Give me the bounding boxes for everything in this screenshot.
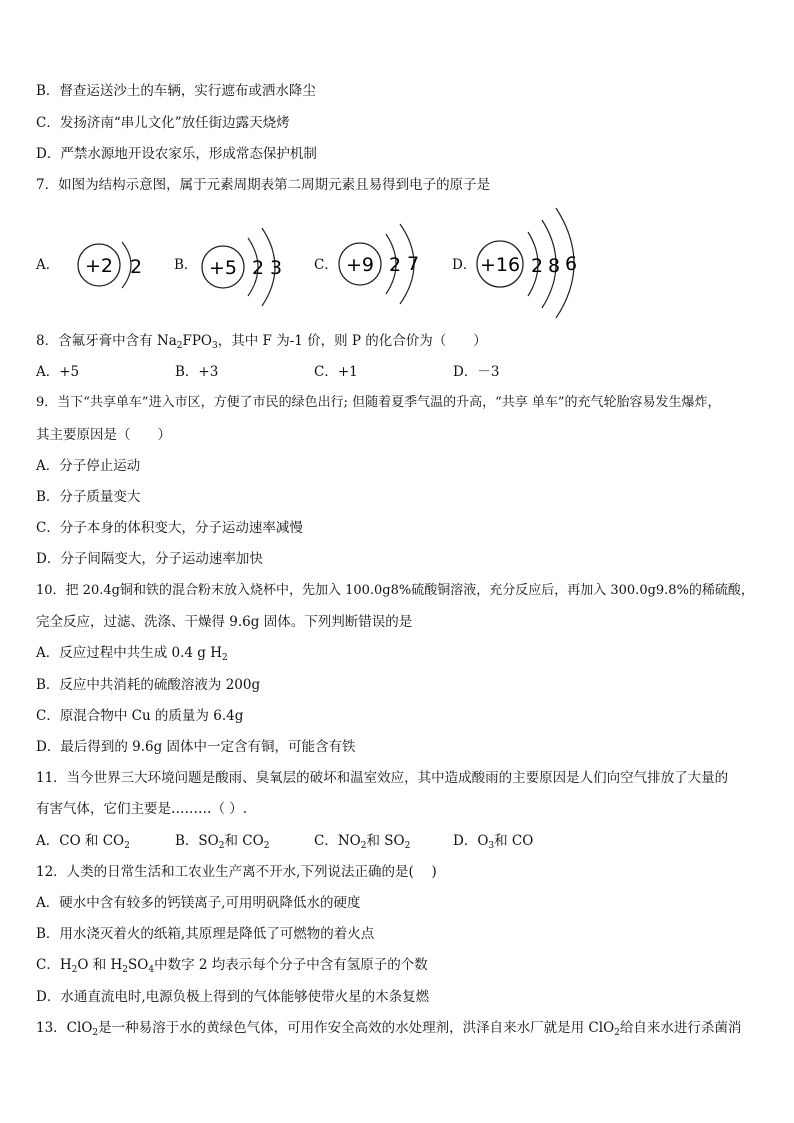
q12-option-a: A．硬水中含有较多的钙镁离子,可用明矾降低水的硬度: [36, 895, 361, 911]
question-11-line-1: 11．当今世界三大环境问题是酸雨、臭氧层的破坏和温室效应，其中造成酸雨的主要原因是人们向空气排放了大量的: [36, 770, 729, 786]
q11-c-sub2: 2: [404, 841, 411, 851]
q9-option-c: C．分子本身的体积变大，分子运动速率减慢: [36, 520, 303, 536]
q8-sub-2: 3: [212, 341, 218, 351]
question-8: [36, 331, 487, 351]
nucleus-charge: +2: [84, 255, 114, 277]
question-12: 12．人类的日常生活和工农业生产离不开水,下列说法正确的是( ): [36, 864, 437, 880]
q6-option-b: B．督查运送沙土的车辆，实行遮布或洒水降尘: [36, 83, 316, 99]
shell-electrons: 2: [129, 256, 143, 278]
q10-option-d: D．最后得到的 9.6g 固体中一定含有铜，可能含有铁: [36, 739, 356, 755]
q9-option-a: A．分子停止运动: [36, 458, 141, 474]
q10-option-a-sub: 2: [222, 653, 228, 663]
q6-option-c: C．发扬济南“串儿文化”放任街边露天烧烤: [36, 115, 290, 131]
atom-d: [477, 208, 577, 318]
question-9-line-1: 9．当下“共享单车”进入市区，方便了市民的绿色出行; 但随着夏季气温的升高，“共享 单车”的充气轮胎容易发生爆炸，: [36, 395, 721, 410]
q11-b-post: 和 CO: [224, 833, 264, 849]
q12-option-c: [36, 955, 428, 975]
nucleus-charge: +5: [208, 257, 238, 279]
shell-electrons: 6: [564, 253, 578, 275]
q12-c-sub-1: 2: [71, 965, 78, 975]
atom-a: [78, 242, 142, 288]
question-10-line-2: 完全反应，过滤、洗涤、干燥得 9.6g 固体。下列判断错误的是: [36, 614, 413, 630]
q8-option-c: C．+1: [314, 364, 358, 380]
q13-text-1: 13．ClO: [36, 1020, 93, 1036]
q11-option-b: [175, 831, 269, 851]
q8-text-3: ，其中 F 为-1 价，则 P 的化合价为（ ）: [217, 333, 487, 349]
q11-option-d: [453, 831, 533, 851]
q11-d-sub: 3: [488, 841, 495, 851]
q12-c-text-3: SO: [128, 957, 149, 973]
q11-c-sub: 2: [360, 841, 367, 851]
q11-d-post: 和 CO: [494, 833, 534, 849]
q8-option-a: A．+5: [36, 364, 80, 380]
question-10-line-1: 10．把 20.4g铜和铁的混合粉末放入烧杯中，先加入 100.0g8%硫酸铜溶液，充分反应后，再加入 300.0g9.8%的稀硫酸，: [36, 583, 754, 598]
q9-option-d: D．分子间隔变大，分子运动速率加快: [36, 551, 263, 567]
q11-c-post: 和 SO: [366, 833, 405, 849]
q11-c-pre: C．NO: [314, 833, 361, 849]
q12-option-b: B．用水浇灭着火的纸箱,其原理是降低了可燃物的着火点: [36, 926, 375, 942]
atom-diagrams-svg: [0, 200, 794, 320]
q12-c-text-4: 中数字 2 均表示每个分子中含有氢原子的个数: [154, 957, 428, 973]
q13-text-3: 给自来水进行杀菌消: [619, 1020, 742, 1036]
q12-c-sub-3: 4: [148, 965, 155, 975]
q10-option-c: C．原混合物中 Cu 的质量为 6.4g: [36, 708, 244, 724]
shell-electrons: 2: [530, 255, 544, 277]
shell-electrons: 8: [547, 255, 561, 277]
atom-label-b: B．: [174, 257, 198, 273]
q9-option-b: B．分子质量变大: [36, 489, 141, 505]
q13-sub-1: 2: [92, 1028, 99, 1038]
q11-option-c: [314, 831, 410, 851]
q11-option-a: [36, 831, 130, 851]
q11-b-sub2: 2: [263, 841, 270, 851]
atom-label-c: C．: [314, 257, 338, 273]
q11-b-pre: B．SO: [175, 833, 219, 849]
q10-option-a: [36, 643, 228, 663]
q8-text-1: 8．含氟牙膏中含有 Na: [36, 333, 177, 349]
q8-option-d: D．－3: [453, 364, 500, 380]
atom-c: [339, 224, 419, 304]
atom-label-a: A．: [36, 257, 60, 273]
q10-option-a-text: A．反应过程中共生成 0.4 g H: [36, 645, 223, 661]
q13-sub-2: 2: [614, 1028, 620, 1038]
q8-sub-1: 2: [176, 341, 183, 351]
atom-label-d: D．: [452, 257, 477, 273]
q6-option-d: D．严禁水源地开设农家乐，形成常态保护机制: [36, 146, 317, 162]
question-11-line-2: 有害气体，它们主要是………（ ）.: [36, 801, 248, 817]
q8-option-b: B．+3: [175, 364, 219, 380]
question-13: [36, 1018, 741, 1038]
q8-text-2: FPO: [182, 333, 213, 349]
q12-option-d: D．水通直流电时,电源负极上得到的气体能够使带火星的木条复燃: [36, 989, 430, 1005]
q11-a-pre: A．CO 和 CO: [36, 833, 125, 849]
shell-electrons: 2: [251, 257, 265, 279]
question-7: 7．如图为结构示意图，属于元素周期表第二周期元素且易得到电子的原子是: [36, 177, 491, 193]
shell-electrons: 3: [269, 257, 283, 279]
shell-electrons: 7: [406, 253, 420, 275]
nucleus-charge: +16: [479, 254, 521, 276]
q11-b-sub: 2: [218, 841, 225, 851]
q11-d-pre: D．O: [453, 833, 489, 849]
q12-c-text-1: C．H: [36, 957, 72, 973]
q12-c-text-2: O 和 H: [77, 957, 123, 973]
shell-electrons: 2: [388, 254, 402, 276]
q13-text-2: 是一种易溶于水的黄绿色气体，可用作安全高效的水处理剂，洪泽自来水厂就是用 ClO: [98, 1020, 615, 1036]
question-9-line-2: 其主要原因是（ ）: [36, 427, 171, 443]
atom-b: [202, 228, 282, 306]
nucleus-charge: +9: [345, 254, 375, 276]
q11-a-sub: 2: [124, 841, 130, 851]
q10-option-b: B．反应中共消耗的硫酸溶液为 200g: [36, 677, 261, 693]
q12-c-sub-2: 2: [122, 965, 129, 975]
